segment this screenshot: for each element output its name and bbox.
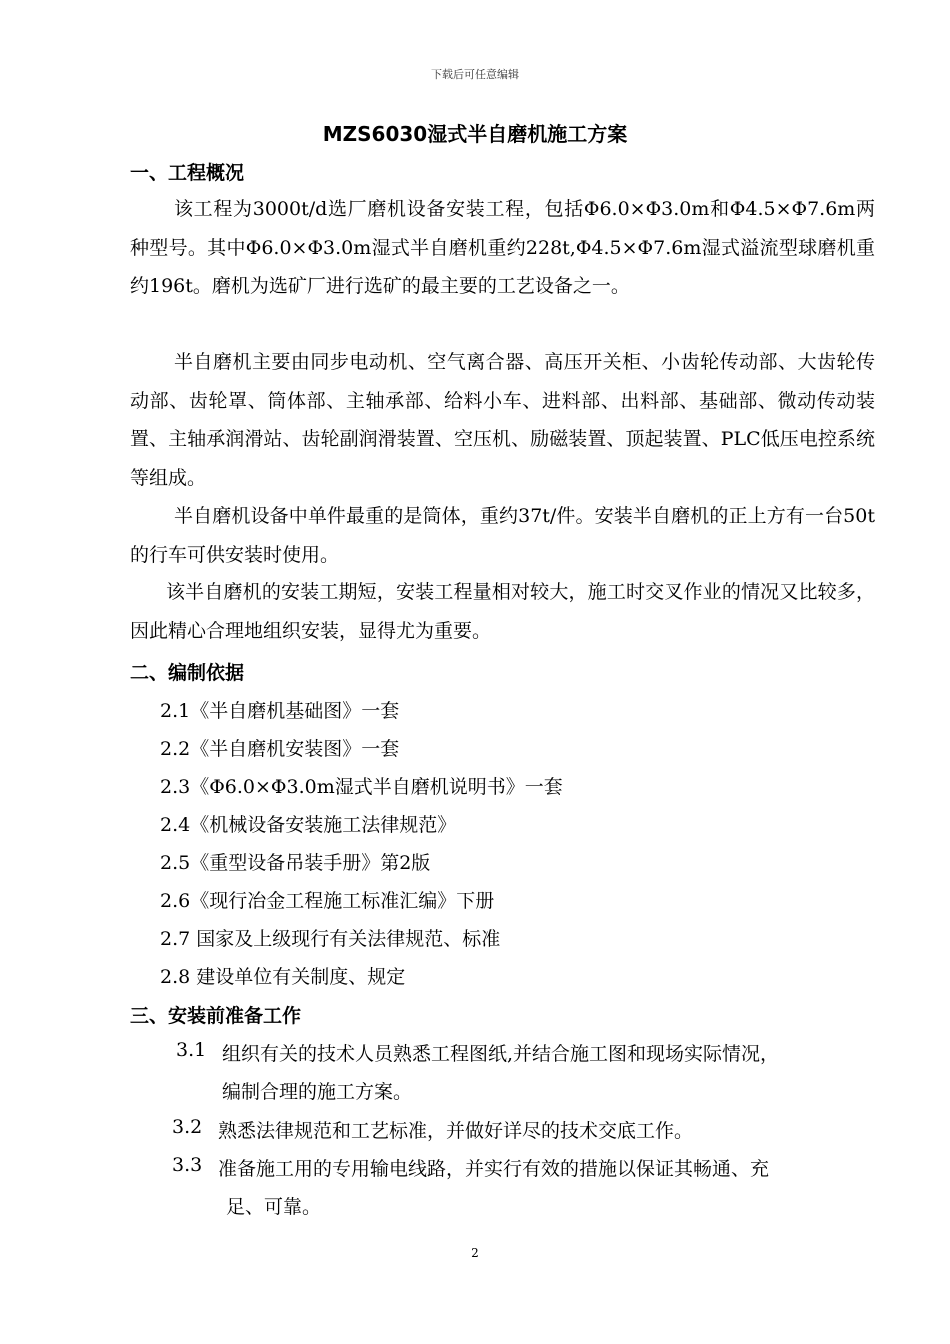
page-number: 2 xyxy=(471,1246,479,1260)
section-heading-3: 三、安装前准备工作 xyxy=(130,1005,302,1027)
basis-item: 2.2《半自磨机安装图》一套 xyxy=(160,738,400,760)
basis-item: 2.5《重型设备吊装手册》第2版 xyxy=(160,852,431,874)
header-note: 下载后可任意编辑 xyxy=(431,68,519,81)
section-heading-2: 二、编制依据 xyxy=(130,662,245,684)
prep-item-text: 熟悉法律规范和工艺标准，并做好详尽的技术交底工作。 xyxy=(218,1120,694,1142)
prep-item-text: 准备施工用的专用输电线路，并实行有效的措施以保证其畅通、充 xyxy=(218,1158,770,1180)
prep-item-number: 3.2 xyxy=(172,1116,203,1138)
prep-item-number: 3.1 xyxy=(176,1039,207,1061)
prep-item-number: 3.3 xyxy=(172,1154,203,1176)
prep-item-text-continued: 足、可靠。 xyxy=(226,1196,322,1218)
basis-item: 2.4《机械设备安装施工法律规范》 xyxy=(160,814,457,836)
section-heading-1: 一、工程概况 xyxy=(130,162,245,184)
basis-item: 2.8 建设单位有关制度、规定 xyxy=(160,966,406,988)
prep-item-text: 组织有关的技术人员熟悉工程图纸,并结合施工图和现场实际情况， xyxy=(222,1043,780,1065)
prep-item-text-continued: 编制合理的施工方案。 xyxy=(222,1081,413,1103)
paragraph-components: 半自磨机主要由同步电动机、空气离合器、高压开关柜、小齿轮传动部、大齿轮传动部、齿轮罩、筒体部、主轴承部、给料小车、进料部、出料部、基础部、微动传动装置、主轴承润滑站、齿轮副润滑装置、空压机、励磁装置、顶起装置、PLC低压电控系统等组成。 xyxy=(130,351,875,489)
basis-item: 2.3《Φ6.0×Φ3.0m湿式半自磨机说明书》一套 xyxy=(160,776,563,798)
paragraph-heaviest-part: 半自磨机设备中单件最重的是筒体，重约37t/件。安装半自磨机的正上方有一台50t的行车可供安装时使用。 xyxy=(130,505,875,566)
document-title: MZS6030湿式半自磨机施工方案 xyxy=(322,122,628,146)
basis-item: 2.1《半自磨机基础图》一套 xyxy=(160,700,400,722)
paragraph-overview: 该工程为3000t/d选厂磨机设备安装工程，包括Φ6.0×Φ3.0m和Φ4.5×Φ7.6m两种型号。其中Φ6.0×Φ3.0m湿式半自磨机重约228t,Φ4.5×Φ7.6m湿式溢流型球磨机重约196t。磨机为选矿厂进行选矿的最主要的工艺设备之一。 xyxy=(130,198,875,297)
basis-item: 2.7 国家及上级现行有关法律规范、标准 xyxy=(160,928,501,950)
basis-item: 2.6《现行冶金工程施工标准汇编》下册 xyxy=(160,890,495,912)
paragraph-schedule: 该半自磨机的安装工期短，安装工程量相对较大，施工时交叉作业的情况又比较多，因此精心合理地组织安装，显得尤为重要。 xyxy=(130,581,875,642)
